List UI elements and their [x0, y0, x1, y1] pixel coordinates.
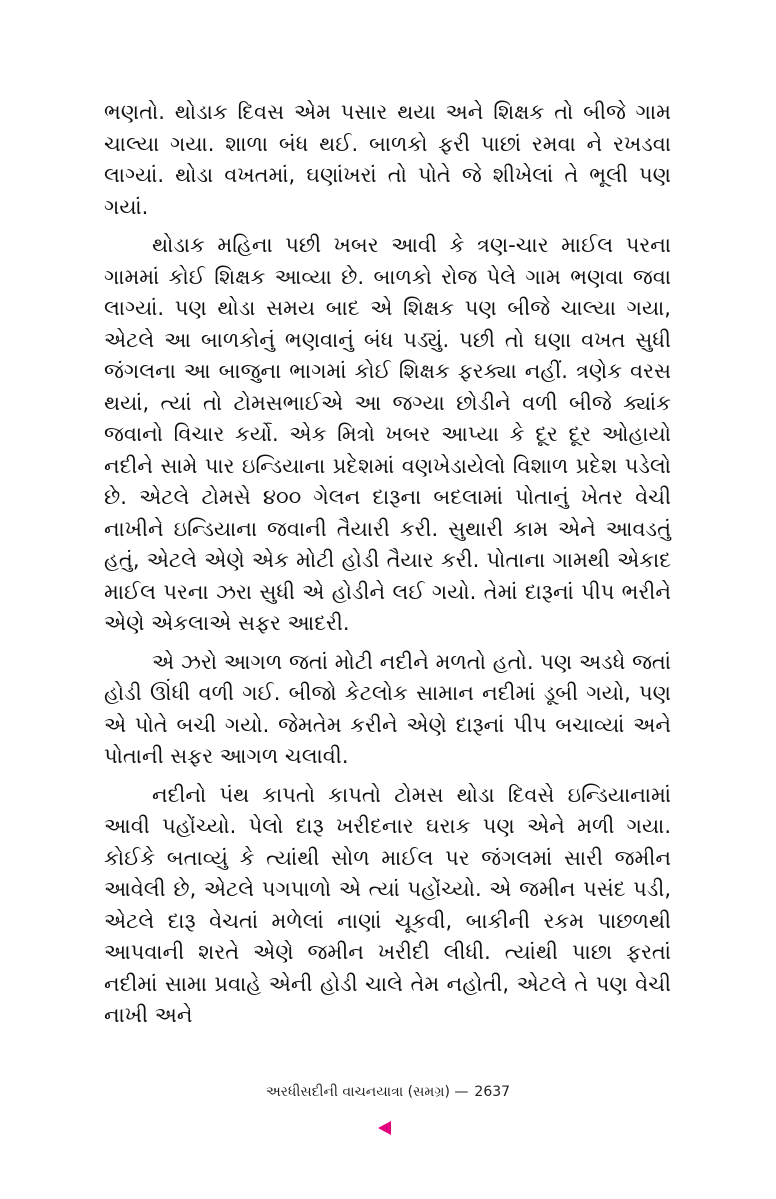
paragraph-1: ભણતો. થોડાક દિવસ એમ પસાર થયા અને શિક્ષક તો બીજે ગામ ચાલ્યા ગયા. શાળા બંધ થઈ. બાળકો ફરી પાછાં રમવા ને રખડવા લાગ્યાં. થોડા વખતમાં, ઘણાંખરાં તો પોતે જે શીખેલાં તે ભૂલી પણ ગયાં.	[104, 100, 671, 219]
page-footer	[0, 1084, 776, 1100]
paragraph-4: નદીનો પંથ કાપતો કાપતો ટોમસ થોડા દિવસે ઇન્ડિયાનામાં આવી પહોંચ્યો. પેલો દારૂ ખરીદનાર ઘરાક પણ એને મળી ગયા. કોઈકે બતાવ્યું કે ત્યાંથી સોળ માઈલ પર જંગલમાં સારી જમીન આવેલી છે, એટલે પગપાળો એ ત્યાં પહોંચ્યો. એ જમીન પસંદ પડી, એટલે દારૂ વેચતાં મળેલાં નાણાં ચૂકવી, બાકીની રકમ પાછળથી આપવાની શરતે એણે જમીન ખરીદી લીધી. ત્યાંથી પાછા ફરતાં નદીમાં સામા પ્રવાહે એની હોડી ચાલે તેમ નહોતી, એટલે તે પણ વેચી નાખી અને	[104, 782, 671, 1027]
page-number: 2637	[474, 1084, 511, 1100]
footer-book-title: અરધીસદીની વાચનયાત્રા (સમગ્ર) —	[265, 1084, 469, 1100]
paragraph-2: થોડાક મહિના પછી ખબર આવી કે ત્રણ-ચાર માઈલ પરના ગામમાં કોઈ શિક્ષક આવ્યા છે. બાળકો રોજ પેલે ગામ ભણવા જવા લાગ્યાં. પણ થોડા સમય બાદ એ શિક્ષક પણ બીજે ચાલ્યા ગયા, એટલે આ બાળકોનું ભણવાનું બંધ પડ્યું. પછી તો ઘણા વખત સુધી જંગલના આ બાજુના ભાગમાં કોઈ શિક્ષક ફરક્યા નહીં. ત્રણેક વરસ થયાં, ત્યાં તો ટોમસભાઈએ આ જગ્યા છોડીને વળી બીજે ક્યાંક જવાનો વિચાર કર્યો. એક મિત્રો ખબર આપ્યા કે દૂર દૂર ઓહાયો નદીને સામે પાર ઇન્ડિયાના પ્રદેશમાં વણખેડાયેલો વિશાળ પ્રદેશ પડેલો છે. એટલે ટોમસે ૪૦૦ ગેલન દારૂના બદલામાં પોતાનું ખેતર વેચી નાખીને ઇન્ડિયાના જવાની તૈયારી કરી. સુથારી કામ એને આવડતું હતું, એટલે એણે એક મોટી હોડી તૈયાર કરી. પોતાના ગામથી એકાદ માઈલ પરના ઝરા સુધી એ હોડીને લઈ ગયો. તેમાં દારૂનાં પીપ ભરીને એણે એકલાએ સફર આદરી.	[104, 233, 671, 635]
body-text	[104, 97, 671, 1032]
paragraph-3: એ ઝરો આગળ જતાં મોટી નદીને મળતો હતો. પણ અડધે જતાં હોડી ઊંધી વળી ગઈ. બીજો કેટલોક સામાન નદીમાં ડૂબી ગયો, પણ એ પોતે બચી ગયો. જેમતેમ કરીને એણે દારૂનાં પીપ બચાવ્યાં અને પોતાની સફર આગળ ચલાવી.	[104, 649, 671, 768]
previous-page-triangle-left-icon[interactable]	[378, 1121, 391, 1135]
